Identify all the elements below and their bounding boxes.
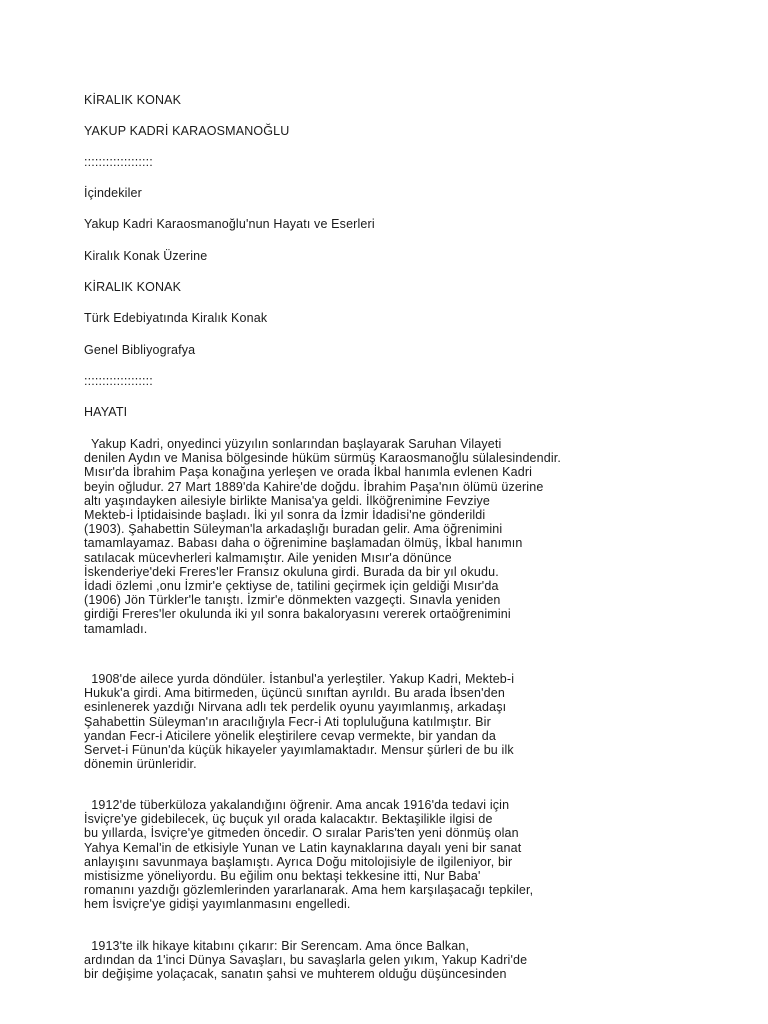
paragraph-line: esinlenerek yazdığı Nirvana adlı tek perdelik oyunu yayımlanmış, arkadaşı: [84, 700, 507, 715]
toc-item: Türk Edebiyatında Kiralık Konak: [84, 311, 268, 325]
toc-item: Yakup Kadri Karaosmanoğlu'nun Hayatı ve Eserleri: [84, 217, 375, 231]
separator: :::::::::::::::::::: [84, 374, 153, 388]
paragraph-line: Şahabettin Süleyman'ın aracılığıyla Fecr-i Ati topluluğuna katılmıştır. Bir: [84, 714, 491, 729]
paragraph-line: (1903). Şahabettin Süleyman'la arkadaşlığı buradan gelir. Ama öğrenimini: [84, 522, 503, 537]
paragraph-line: romanını yazdığı gözlemlerinden yararlanarak. Ama hem karşılaşacağı tepkiler,: [84, 883, 534, 898]
paragraph-line: İdadi özlemi ,onu İzmir'e çektiyse de, tatilini geçirmek için geldiği Mısır'da: [84, 579, 499, 594]
paragraph-line: İskenderiye'deki Freres'ler Fransız okuluna girdi. Burada da bir yıl okudu.: [84, 564, 499, 579]
paragraph-line: yandan Fecr-i Aticilere yönelik eleştirilere cevap vermekte, bir yandan da: [84, 728, 496, 743]
paragraph-line: tamamladı.: [84, 621, 148, 636]
toc-heading: İçindekiler: [84, 186, 142, 200]
paragraph-line: girdiği Freres'ler okulunda iki yıl sonra bakaloryasını vererek ortaöğrenimini: [84, 607, 511, 622]
paragraph-line: satılacak mücevherleri kalmamıştır. Aile yeniden Mısır'a dönünce: [84, 550, 452, 565]
paragraph-line: ardından da 1'inci Dünya Savaşları, bu savaşlarla gelen yıkım, Yakup Kadri'de: [84, 953, 528, 968]
paragraph-line: 1913'te ilk hikaye kitabını çıkarır: Bir Serencam. Ama önce Balkan,: [84, 939, 470, 953]
separator: :::::::::::::::::::: [84, 155, 153, 169]
author-name: YAKUP KADRİ KARAOSMANOĞLU: [84, 124, 290, 138]
paragraph-line: anlayışını savunmaya başlamıştı. Ayrıca Doğu mitolojisiyle de ilgileniyor, bir: [84, 854, 513, 869]
paragraph-line: Yakup Kadri, onyedinci yüzyılın sonlarından başlayarak Saruhan Vilayeti: [84, 437, 502, 451]
paragraph: [84, 672, 724, 771]
paragraph-line: beyin oğludur. 27 Mart 1889'da Kahire'de doğdu. İbrahim Paşa'nın ölümü üzerine: [84, 479, 544, 494]
book-title: KİRALIK KONAK: [84, 93, 182, 107]
paragraph-line: Servet-i Fünun'da küçük hikayeler yayımlamaktadır. Mensur şürleri de bu ilk: [84, 743, 514, 758]
paragraph-line: Yahya Kemal'in de etkisiyle Yunan ve Latin kaynaklarına dayalı yeni bir sanat: [84, 840, 522, 855]
paragraph-line: 1908'de ailece yurda döndüler. İstanbul'a yerleştiler. Yakup Kadri, Mekteb-i: [84, 672, 515, 686]
paragraph: [84, 939, 724, 982]
paragraph-line: hem İsviçre'ye gidişi yayımlanmasını engelledi.: [84, 897, 351, 912]
paragraph-line: tamamlayamaz. Babası daha o öğrenimine başlamadan ölmüş, İkbal hanımın: [84, 536, 523, 551]
paragraph-line: Mekteb-i İptidaisinde başladı. İki yıl sonra da İzmir İdadisi'ne gönderildi: [84, 508, 486, 523]
toc-item: Genel Bibliyografya: [84, 343, 196, 357]
paragraph-line: (1906) Jön Türkler'le tanıştı. İzmir'e dönmekten vazgeçti. Sınavla yeniden: [84, 593, 501, 608]
toc-item: KİRALIK KONAK: [84, 280, 182, 294]
paragraph-line: Hukuk'a girdi. Ama bitirmeden, üçüncü sınıftan ayrıldı. Bu arada İbsen'den: [84, 686, 505, 701]
paragraph-line: denilen Aydın ve Manisa bölgesinde hüküm sürmüş Karaosmanoğlu sülalesindendir.: [84, 451, 562, 466]
paragraph-line: Mısır'da İbrahim Paşa konağına yerleşen ve orada İkbal hanımla evlenen Kadri: [84, 465, 533, 480]
toc-item: Kiralık Konak Üzerine: [84, 249, 208, 263]
paragraph-line: mistisizme yöneliyordu. Bu eğilim onu bektaşi tekkesine itti, Nur Baba': [84, 869, 481, 884]
paragraph: [84, 437, 724, 636]
paragraph-line: İsviçre'ye gidebilecek, üç buçuk yıl orada kalacaktır. Bektaşilikle ilgisi de: [84, 812, 493, 827]
paragraph: [84, 798, 724, 912]
section-heading: HAYATI: [84, 405, 128, 419]
paragraph-line: dönemin ürünleridir.: [84, 757, 197, 772]
paragraph-line: altı yaşındayken ailesiyle birlikte Manisa'ya geldi. İlköğrenimine Fevziye: [84, 493, 491, 508]
paragraph-line: bir değişime yolaçacak, sanatın şahsi ve muhterem olduğu düşüncesinden: [84, 967, 507, 982]
paragraph-line: bu yıllarda, İsviçre'ye gitmeden öncedir. O sıralar Paris'ten yeni dönmüş olan: [84, 826, 519, 841]
paragraph-line: 1912'de tüberküloza yakalandığını öğrenir. Ama ancak 1916'da tedavi için: [84, 798, 510, 812]
